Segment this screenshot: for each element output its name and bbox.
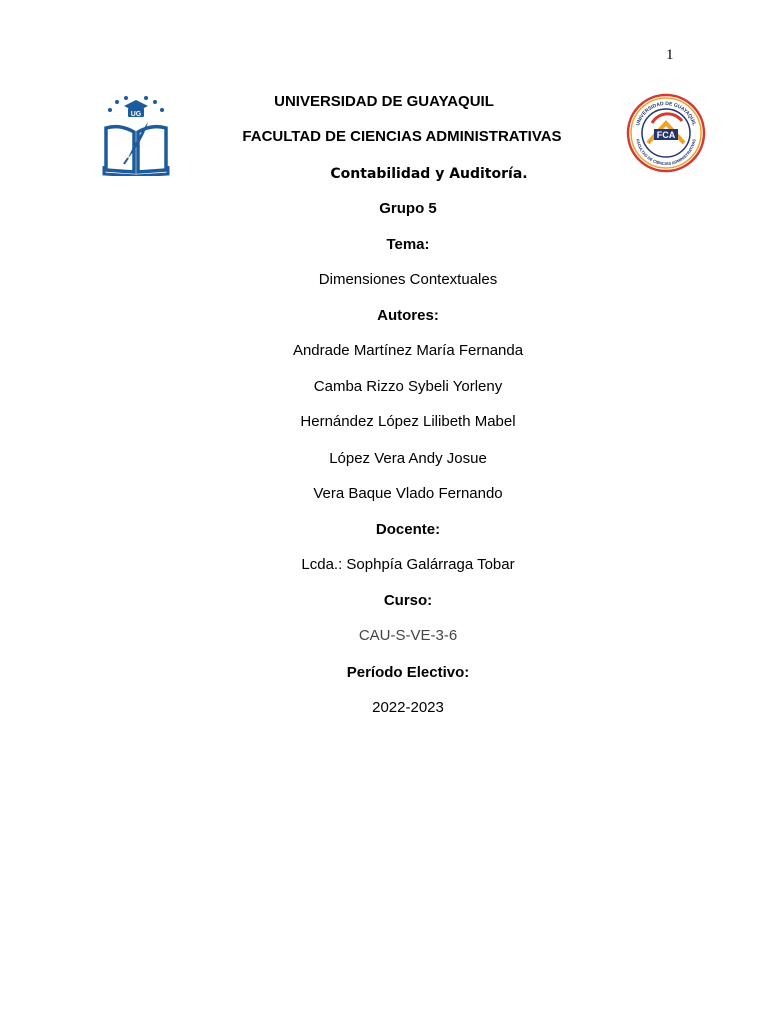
teacher-value: Lcda.: Sophpía Galárraga Tobar [301, 556, 515, 573]
course-value: CAU-S-VE-3-6 [358, 627, 458, 644]
career-name: Contabilidad y Auditoría. [330, 166, 528, 182]
author-item: López Vera Andy Josue [329, 450, 487, 467]
topic-label: Tema: [386, 236, 430, 253]
period-value: 2022-2023 [372, 699, 444, 716]
group-label: Grupo 5 [379, 200, 437, 217]
teacher-label: Docente: [375, 521, 441, 538]
topic-value: Dimensiones Contextuales [318, 271, 498, 288]
svg-text:UG: UG [130, 111, 142, 118]
seal-top-text: UNIVERSIDAD DE GUAYAQUIL [635, 100, 697, 127]
university-name: UNIVERSIDAD DE GUAYAQUIL [274, 93, 494, 110]
seal-bottom-text: FACULTAD DE CIENCIAS ADMINISTRATIVAS [635, 138, 697, 167]
page-number: 1 [666, 47, 674, 63]
course-label: Curso: [383, 592, 433, 609]
author-item: Hernández López Lilibeth Mabel [300, 413, 516, 430]
author-item: Andrade Martínez María Fernanda [292, 342, 524, 359]
author-item: Camba Rizzo Sybeli Yorleny [313, 378, 503, 395]
period-label: Período Electivo: [346, 664, 470, 681]
authors-label: Autores: [377, 307, 439, 324]
seal-monogram: FCA [656, 130, 676, 140]
author-item: Vera Baque Vlado Fernando [313, 485, 503, 502]
faculty-name: FACULTAD DE CIENCIAS ADMINISTRATIVAS [242, 128, 562, 145]
